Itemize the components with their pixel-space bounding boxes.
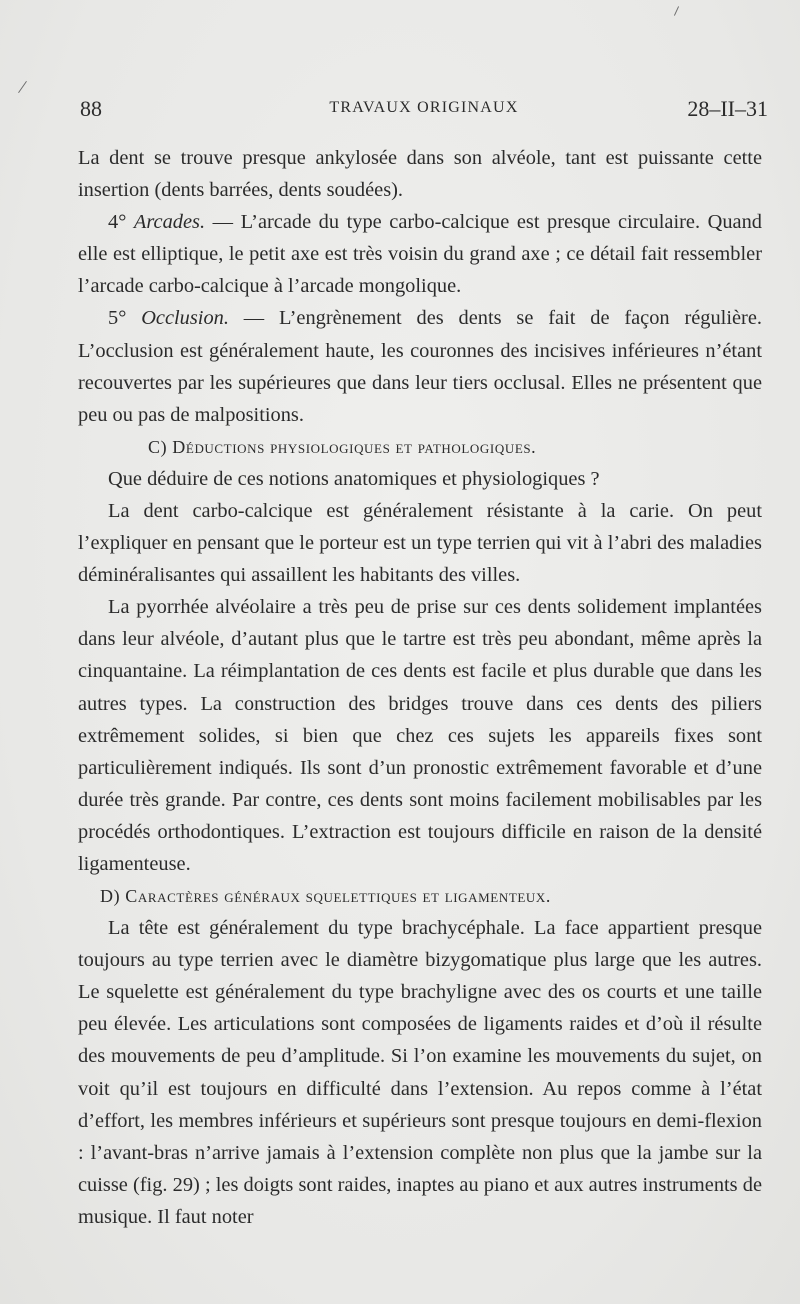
paragraph-occlusion (78, 302, 762, 430)
item-text: — L’engrènement des dents se fait de façon régulière. L’occlusion est généralement haute, les couronnes des incisives inférieures n’étant recouvertes par les supérieures que dans leur tiers occlusal. Elles ne présentent que peu ou pas de malpositions. (78, 307, 762, 426)
paragraph-carie: La dent carbo-calcique est généralement résistante à la carie. On peut l’expliquer en pensant que le porteur est un type terrien qui vit à l’abri des maladies déminéralisantes qui assaillent les habitants des villes. (78, 499, 762, 587)
issue-date: 28–II–31 (687, 96, 768, 121)
paragraph-arcades (78, 206, 762, 302)
paragraph-tete: La tête est généralement du type brachycéphale. La face appartient presque toujours au type terrien avec le diamètre bizygomatique plus large que les autres. Le squelette est généralement du type brachyligne avec des os courts et une taille peu élevée. Les articulations sont composées de ligaments raides et d’où il résulte des mouvements de peu d’amplitude. Si l’on examine les mouvements du sujet, on voit qu’il est toujours en difficulté dans l’extension. Au repos comme à l’état d’effort, les membres inférieurs et supérieurs sont presque toujours en demi-flexion : l’avant-bras n’arrive jamais à l’extension complète non plus que la jambe sur la cuisse (fig. 29) ; les doigts sont raides, inaptes au piano et aux autres instruments de musique. Il faut noter (78, 917, 762, 1228)
section-heading-d: D) Caractères généraux squelettiques et ligamenteux. (100, 886, 551, 907)
item-number: 4° (108, 211, 134, 234)
section-heading-c: C) Déductions physiologiques et pathologiques. (148, 436, 537, 457)
page-number: 88 (80, 96, 102, 121)
scan-mark (18, 81, 27, 93)
paragraph-question: Que déduire de ces notions anatomiques et physiologiques ? (108, 467, 600, 490)
paragraph-dent-ankylosee: La dent se trouve presque ankylosée dans son alvéole, tant est puissante cette insertion (dents barrées, dents soudées). (78, 147, 762, 202)
scan-mark (674, 6, 679, 15)
item-lead-occlusion: Occlusion. (141, 307, 229, 330)
body-text (78, 142, 762, 1233)
item-number: 5° (108, 307, 142, 330)
item-lead-arcades: Arcades. (133, 211, 206, 234)
paragraph-pyorrhee: La pyorrhée alvéolaire a très peu de prise sur ces dents solidement implantées dans leur alvéole, d’autant plus que le tartre est très peu abondant, même après la cinquantaine. La réimplantation de ces dents est facile et plus durable que dans les autres types. La construction des bridges trouve dans ces dents des piliers extrêmement solides, si bien que chez ces sujets les appareils fixes sont particulièrement indiqués. Ils sont d’un pronostic extrêmement favorable et d’une durée très grande. Par contre, ces dents sont moins facilement mobilisables par les procédés orthodontiques. L’extraction est toujours difficile en raison de la densité ligamenteuse. (78, 596, 762, 875)
page-header (80, 96, 768, 126)
item-text: — L’arcade du type carbo-calcique est presque circulaire. Quand elle est elliptique, le petit axe est très voisin du grand axe ; ce détail fait ressembler l’arcade carbo-calcique à l’arcade mongolique. (78, 211, 762, 298)
running-head: TRAVAUX ORIGINAUX (329, 99, 519, 116)
